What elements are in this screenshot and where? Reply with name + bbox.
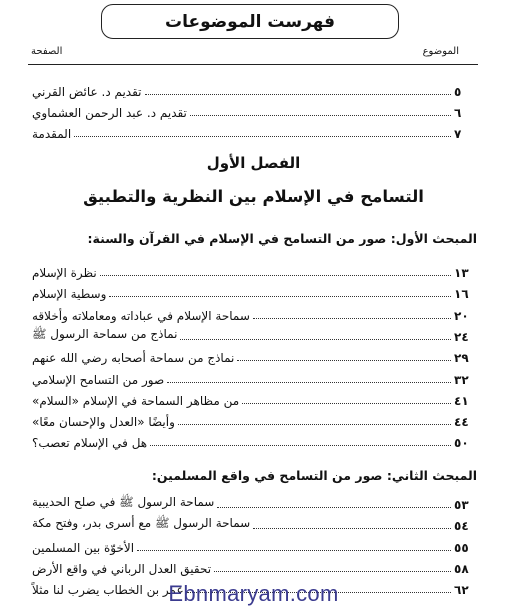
toc-entry-page: ٥٤ [454, 519, 469, 534]
dot-leader [137, 550, 451, 551]
section-2-heading: المبحث الثاني: صور من التسامح في واقع المسلمين: [151, 468, 477, 483]
toc-entry-page: ٥٨ [454, 561, 469, 576]
header-rule [28, 64, 478, 65]
dot-leader [214, 571, 451, 572]
dot-leader [167, 382, 451, 383]
toc-entry-title: عمر بن الخطاب يضرب لنا مثلاً [32, 583, 184, 598]
toc-entry [28, 303, 474, 323]
chapter-title: التسامح في الإسلام بين النظرية والتطبيق [83, 187, 424, 206]
toc-entry-page: ٥٠ [454, 436, 469, 451]
toc-entry-page: ٢٤ [454, 329, 469, 344]
toc-entry [28, 100, 474, 120]
toc-entry-page: ١٦ [454, 287, 469, 302]
toc-title: فهرست الموضوعات [101, 4, 399, 39]
toc-entry [28, 79, 474, 99]
toc-entry [28, 281, 474, 301]
toc-entry [28, 121, 474, 141]
dot-leader [190, 115, 451, 116]
toc-entry-title: صور من التسامح الإسلامي [32, 372, 165, 387]
dot-leader [100, 275, 451, 276]
toc-entry-title: تحقيق العدل الرباني في واقع الأرض [32, 561, 212, 576]
dot-leader [150, 445, 451, 446]
toc-entry-page: ٤٤ [454, 415, 469, 430]
toc-entry-title: وسطية الإسلام [32, 287, 107, 302]
toc-entry-title: الأخوّة بين المسلمين [32, 540, 135, 555]
dot-leader [180, 339, 451, 340]
column-topic-header: الموضوع [422, 46, 459, 57]
chapter-number: الفصل الأول [206, 154, 301, 172]
dot-leader [145, 94, 451, 95]
toc-entry-page: ٧ [454, 127, 462, 141]
dot-leader [242, 403, 451, 404]
toc-entry [28, 556, 474, 576]
toc-entry [28, 513, 474, 533]
toc-entry-title: تقديم د. عبد الرحمن العشماوي [32, 106, 187, 120]
dot-leader [217, 507, 451, 508]
toc-entry-title: سماحة الإسلام في عباداته ومعاملاته وأخلاقه [32, 308, 250, 323]
toc-entry [28, 345, 474, 365]
section-1-heading: المبحث الأول: صور من التسامح في الإسلام في القرآن والسنة: [87, 231, 477, 246]
dot-leader [178, 424, 451, 425]
toc-entry-title: المقدمة [32, 127, 72, 141]
toc-entry [28, 535, 474, 555]
toc-entry [28, 324, 474, 344]
dot-leader [253, 528, 451, 529]
toc-entry [28, 492, 474, 512]
toc-entry-page: ٣٢ [454, 372, 469, 387]
toc-entry-page: ٦٢ [454, 583, 469, 598]
toc-entry-page: ٥٣ [454, 498, 469, 512]
toc-entry [28, 409, 474, 429]
dot-leader [74, 136, 451, 137]
toc-entry-title: نظرة الإسلام [32, 266, 97, 280]
toc-entry-title: سماحة الرسول ﷺ مع أسرى بدر، وفتح مكة [32, 516, 251, 531]
dot-leader [237, 360, 451, 361]
toc-entry-page: ٦ [454, 106, 462, 120]
toc-entry-page: ٢٠ [454, 308, 469, 323]
toc-entry-page: ٥٥ [454, 540, 469, 555]
column-page-header: الصفحة [31, 46, 63, 57]
toc-entry [28, 430, 474, 450]
toc-entry-title: من مظاهر السماحة في الإسلام «السلام» [32, 393, 240, 408]
toc-entry-title: هل في الإسلام تعصب؟ [32, 436, 148, 451]
toc-entry-page: ٤١ [454, 393, 469, 408]
watermark: Ebnmaryam.com [168, 581, 339, 606]
toc-entry-page: ٥ [454, 85, 462, 99]
toc-entry [28, 260, 474, 280]
toc-entry-title: نماذج من سماحة الرسول ﷺ [32, 326, 178, 341]
toc-entry-title: وأيضًا «العدل والإحسان معًا» [32, 415, 175, 430]
dot-leader [109, 296, 451, 297]
toc-entry-title: نماذج من سماحة أصحابه رضي الله عنهم [32, 351, 235, 366]
toc-entry [28, 388, 474, 408]
toc-entry-page: ١٣ [454, 266, 469, 280]
toc-entry-title: تقديم د. عائض القرني [32, 85, 142, 99]
dot-leader [253, 318, 451, 319]
toc-entry-title: سماحة الرسول ﷺ في صلح الحديبية [32, 495, 215, 509]
toc-entry [28, 367, 474, 387]
toc-entry-page: ٢٩ [454, 351, 469, 366]
